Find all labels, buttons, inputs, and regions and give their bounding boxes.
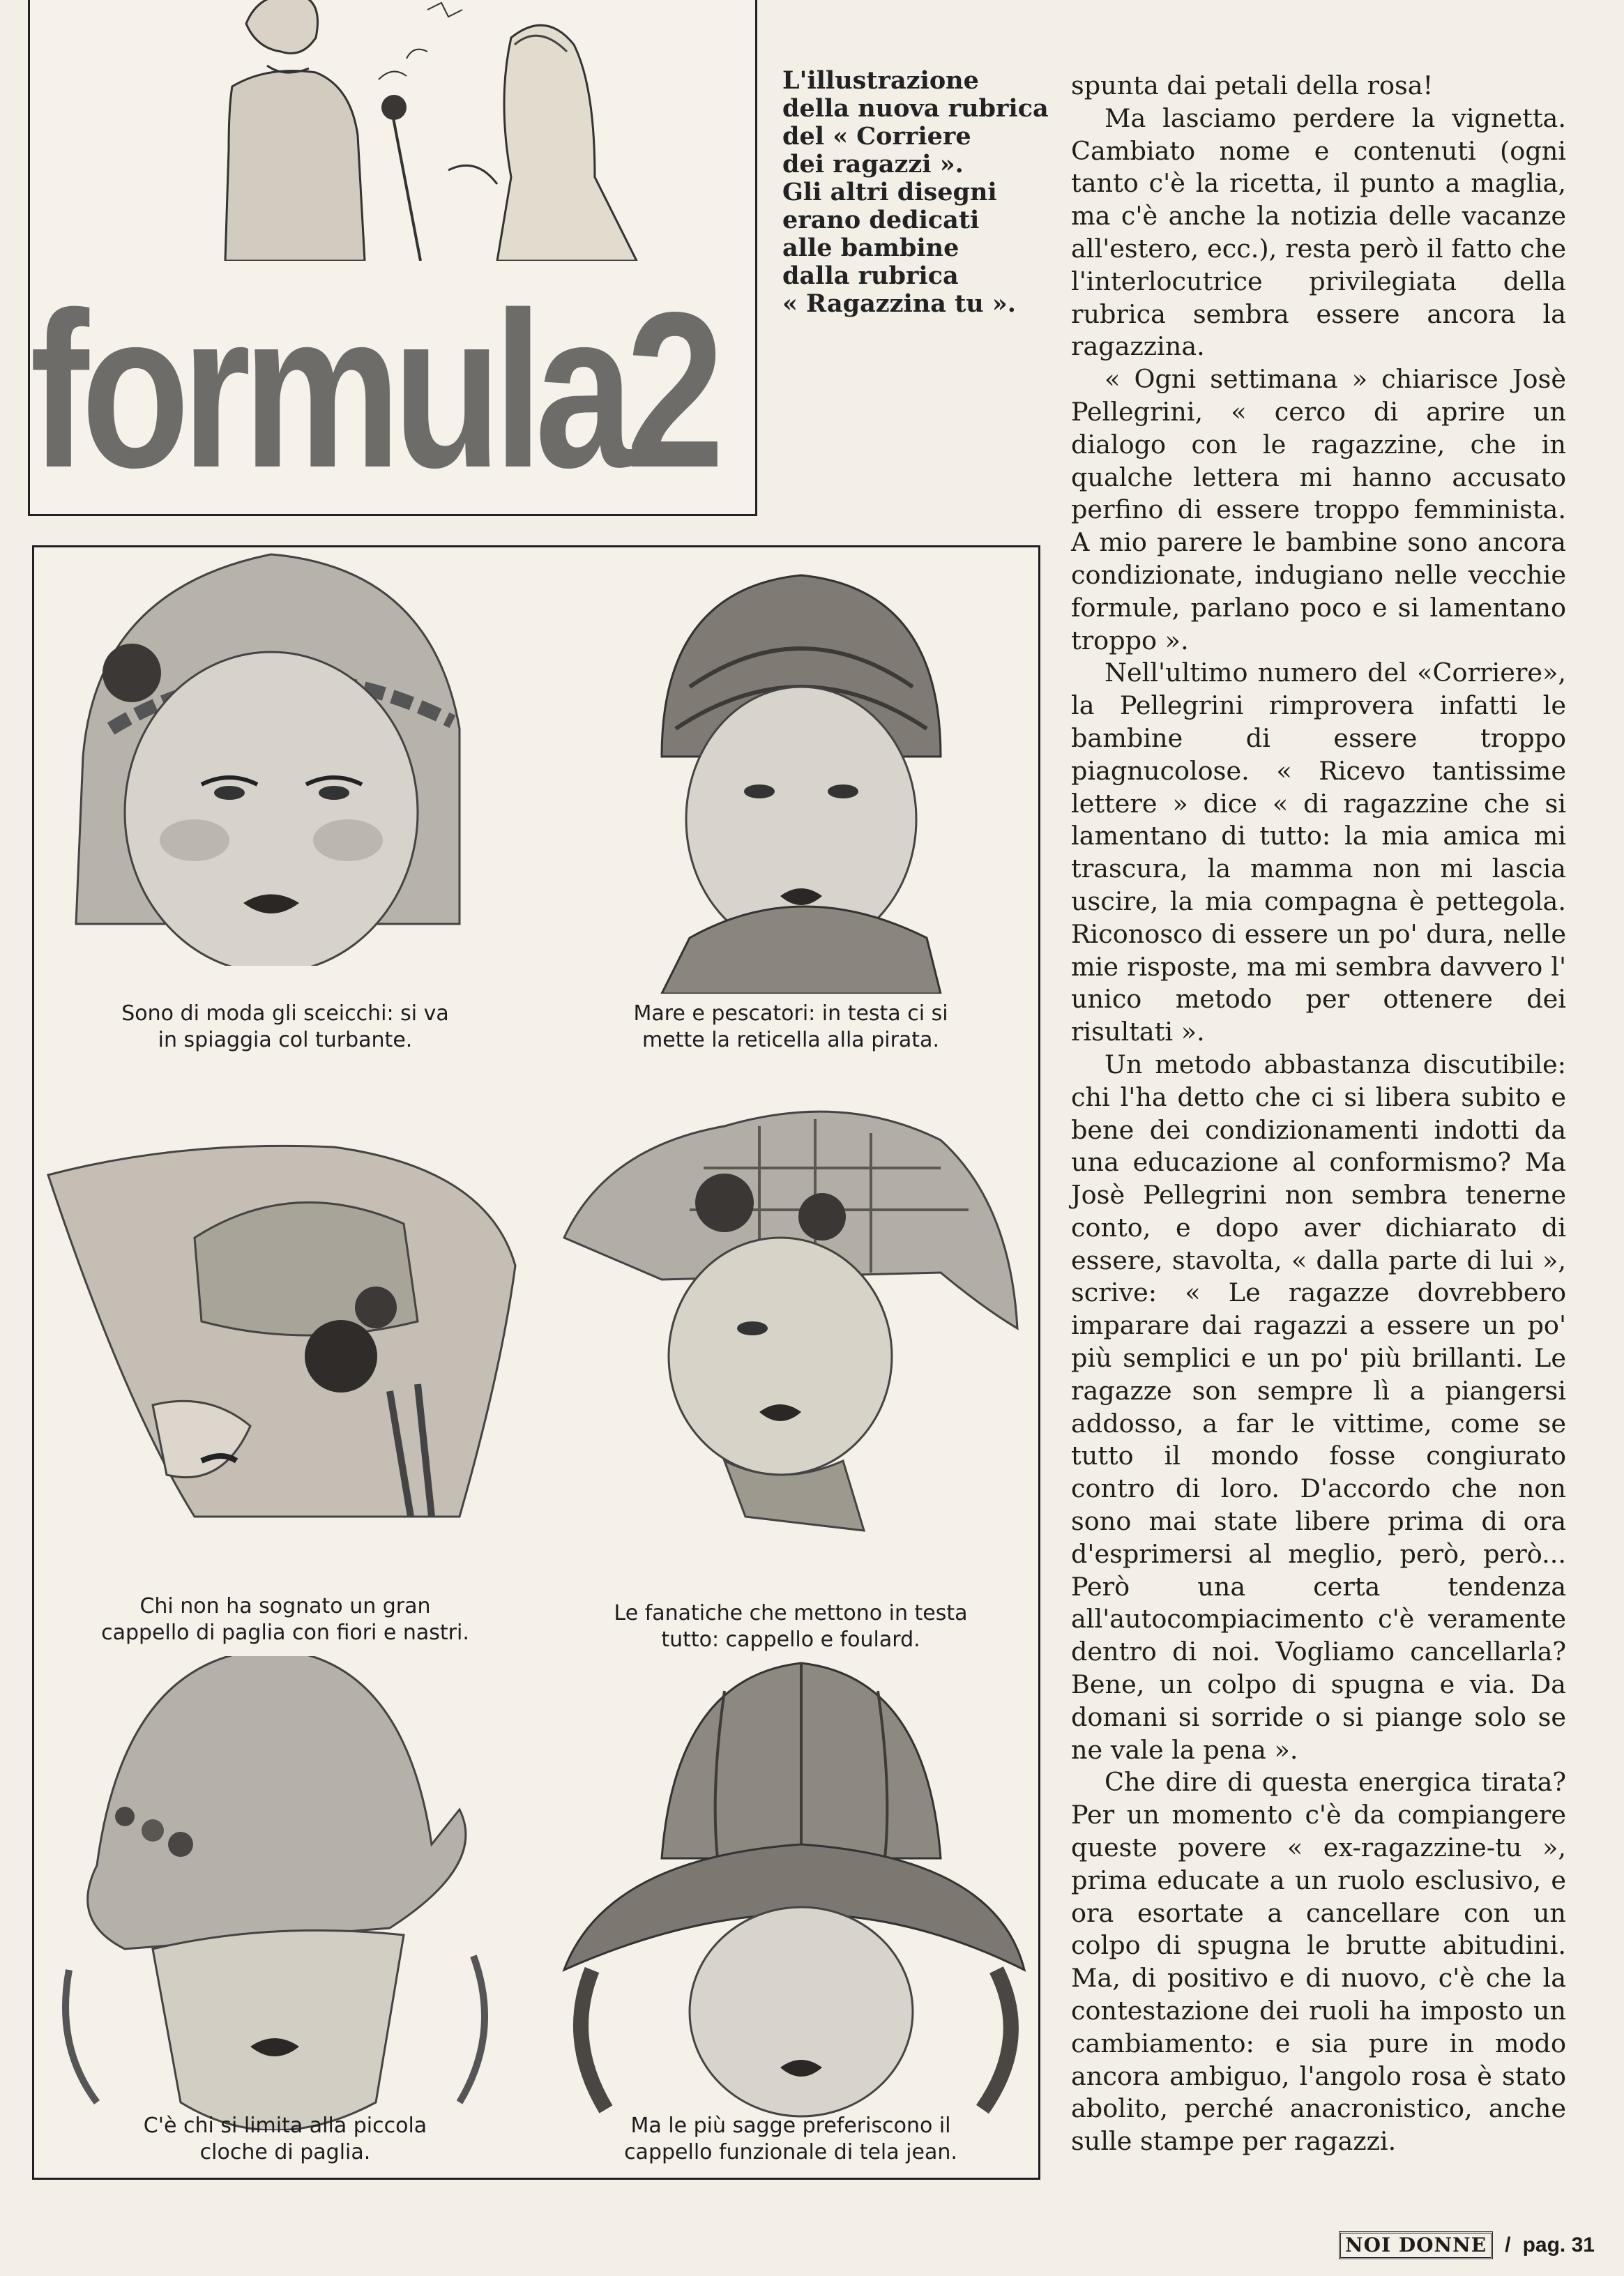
comic-caption	[782, 67, 1061, 318]
caption-straw: Chi non ha sognato un gran cappello di paglia con fiori e nastri.	[101, 1594, 469, 1645]
magazine-logo: NOI DONNE	[1339, 2231, 1493, 2259]
denim-hat-illustration	[550, 1649, 1031, 2123]
article-paragraph: Ma lasciamo perdere la vignetta. Cambiato nome e contenuti (ogni tanto c'è la ricetta, il punto a maglia, ma c'è anche la notizia delle vacanze all'estero, ecc.), resta però il fatto che l'interlocutrice privilegiata della rubrica sembra essere ancora la ragazzina.	[1071, 103, 1566, 362]
caption-denim: Ma le più sagge preferiscono il cappello funzionale di tela jean.	[624, 2114, 957, 2164]
article-paragraph: spunta dai petali della rosa!	[1071, 70, 1434, 100]
footer-separator: /	[1505, 2233, 1511, 2256]
hat-gallery	[32, 545, 1040, 2180]
caption-foulard: Le fanatiche che mettono in testa tutto: cappello e foulard.	[614, 1601, 968, 1652]
hat-panel-foulard	[550, 1098, 1031, 1652]
article-paragraph: « Ogni settimana » chiarisce Josè Pellegrini, « cerco di aprire un dialogo con le ragazzine, che in qualche lettera mi hanno accusato perfino di essere troppo femminista. A mio parere le bambine sono ancora condizionate, indugiano nelle vecchie formule, parlano poco e si lamentano troppo ».	[1071, 364, 1566, 655]
hat-panel-denim	[550, 1649, 1031, 2179]
hat-panel-cloche	[41, 1656, 529, 2179]
net-cap-illustration	[550, 547, 1031, 994]
foulard-hat-illustration	[550, 1098, 1031, 1538]
caption-cloche: C'è chi si limita alla piccola cloche di paglia.	[143, 2114, 427, 2164]
cloche-illustration	[41, 1656, 529, 2130]
article-paragraph: Un metodo abbastanza discutibile: chi l'ha detto che ci si libera subito e bene dei condizionamenti indotti da una educazione al conformismo? Ma Josè Pellegrini non sembra tenerne conto, e dopo aver dichiarato di essere, stavolta, « dalla parte di lui », scrive: « Le ragazze dovrebbero imparare dai ragazzi a essere un po' più semplici e un po' più brillanti. Le ragazze son sempre lì a piangersi addosso, a far le vittime, come se tutto il mondo fosse congiurato contro di loro. D'accordo che non sono mai state libere prima di ora d'esprimersi al meglio, però, però... Però una certa tendenza all'autocompiacimento c'è veramente dentro di noi. Vogliamo cancellarla? Bene, un colpo di spugna e via. Da domani si sorride o si piange solo se ne vale la pena ».	[1071, 1049, 1566, 1765]
caption-net: Mare e pescatori: in testa ci si mette la reticella alla pirata.	[633, 1001, 948, 1052]
straw-hat-illustration	[41, 1126, 529, 1545]
page-number: pag. 31	[1522, 2233, 1595, 2256]
comic-caption-text: L'illustrazione della nuova rubrica del « Corriere dei ragazzi ». Gli altri disegni erano dedicati alle bambine dalla rubrica « Ragazzina tu ».	[782, 66, 1049, 318]
caption-turban: Sono di moda gli sceicchi: si va in spiaggia col turbante.	[121, 1001, 449, 1052]
article-body	[1071, 70, 1566, 2158]
article-paragraph: Nell'ultimo numero del «Corriere», la Pellegrini rimprovera infatti le bambine di essere troppo piagnucolose. « Ricevo tantissime lettere » dice « di ragazzine che si lamentano di tutto: la mia amica mi trascura, la mamma non mi lascia uscire, la mia compagna è pettegola. Riconosco di essere un po' dura, nelle mie risposte, ma mi sembra davvero l' unico metodo per ottenere dei risultati ».	[1071, 658, 1566, 1047]
comic-frame	[28, 0, 757, 516]
turban-illustration	[41, 547, 529, 966]
hat-panel-straw	[41, 1126, 529, 1645]
page-title: formula2	[30, 266, 717, 514]
page-footer	[1339, 2231, 1595, 2262]
article-paragraph: Che dire di questa energica tirata? Per un momento c'è da compiangere queste povere « ex-ragazzine-tu », prima educate a un ruolo esclusivo, e ora esortate a cancellare con un colpo di spugna le brutte abitudini. Ma, di positivo e di nuovo, c'è che la contestazione dei ruoli ha imposto un cambiamento: e sia pure in modo ancora ambiguo, l'angolo rosa è stato abolito, perché anacronistico, anche sulle stampe per ragazzi.	[1071, 1767, 1566, 2157]
comic-illustration	[218, 0, 734, 261]
hat-panel-turban	[41, 547, 529, 1077]
hat-panel-net	[550, 547, 1031, 1077]
